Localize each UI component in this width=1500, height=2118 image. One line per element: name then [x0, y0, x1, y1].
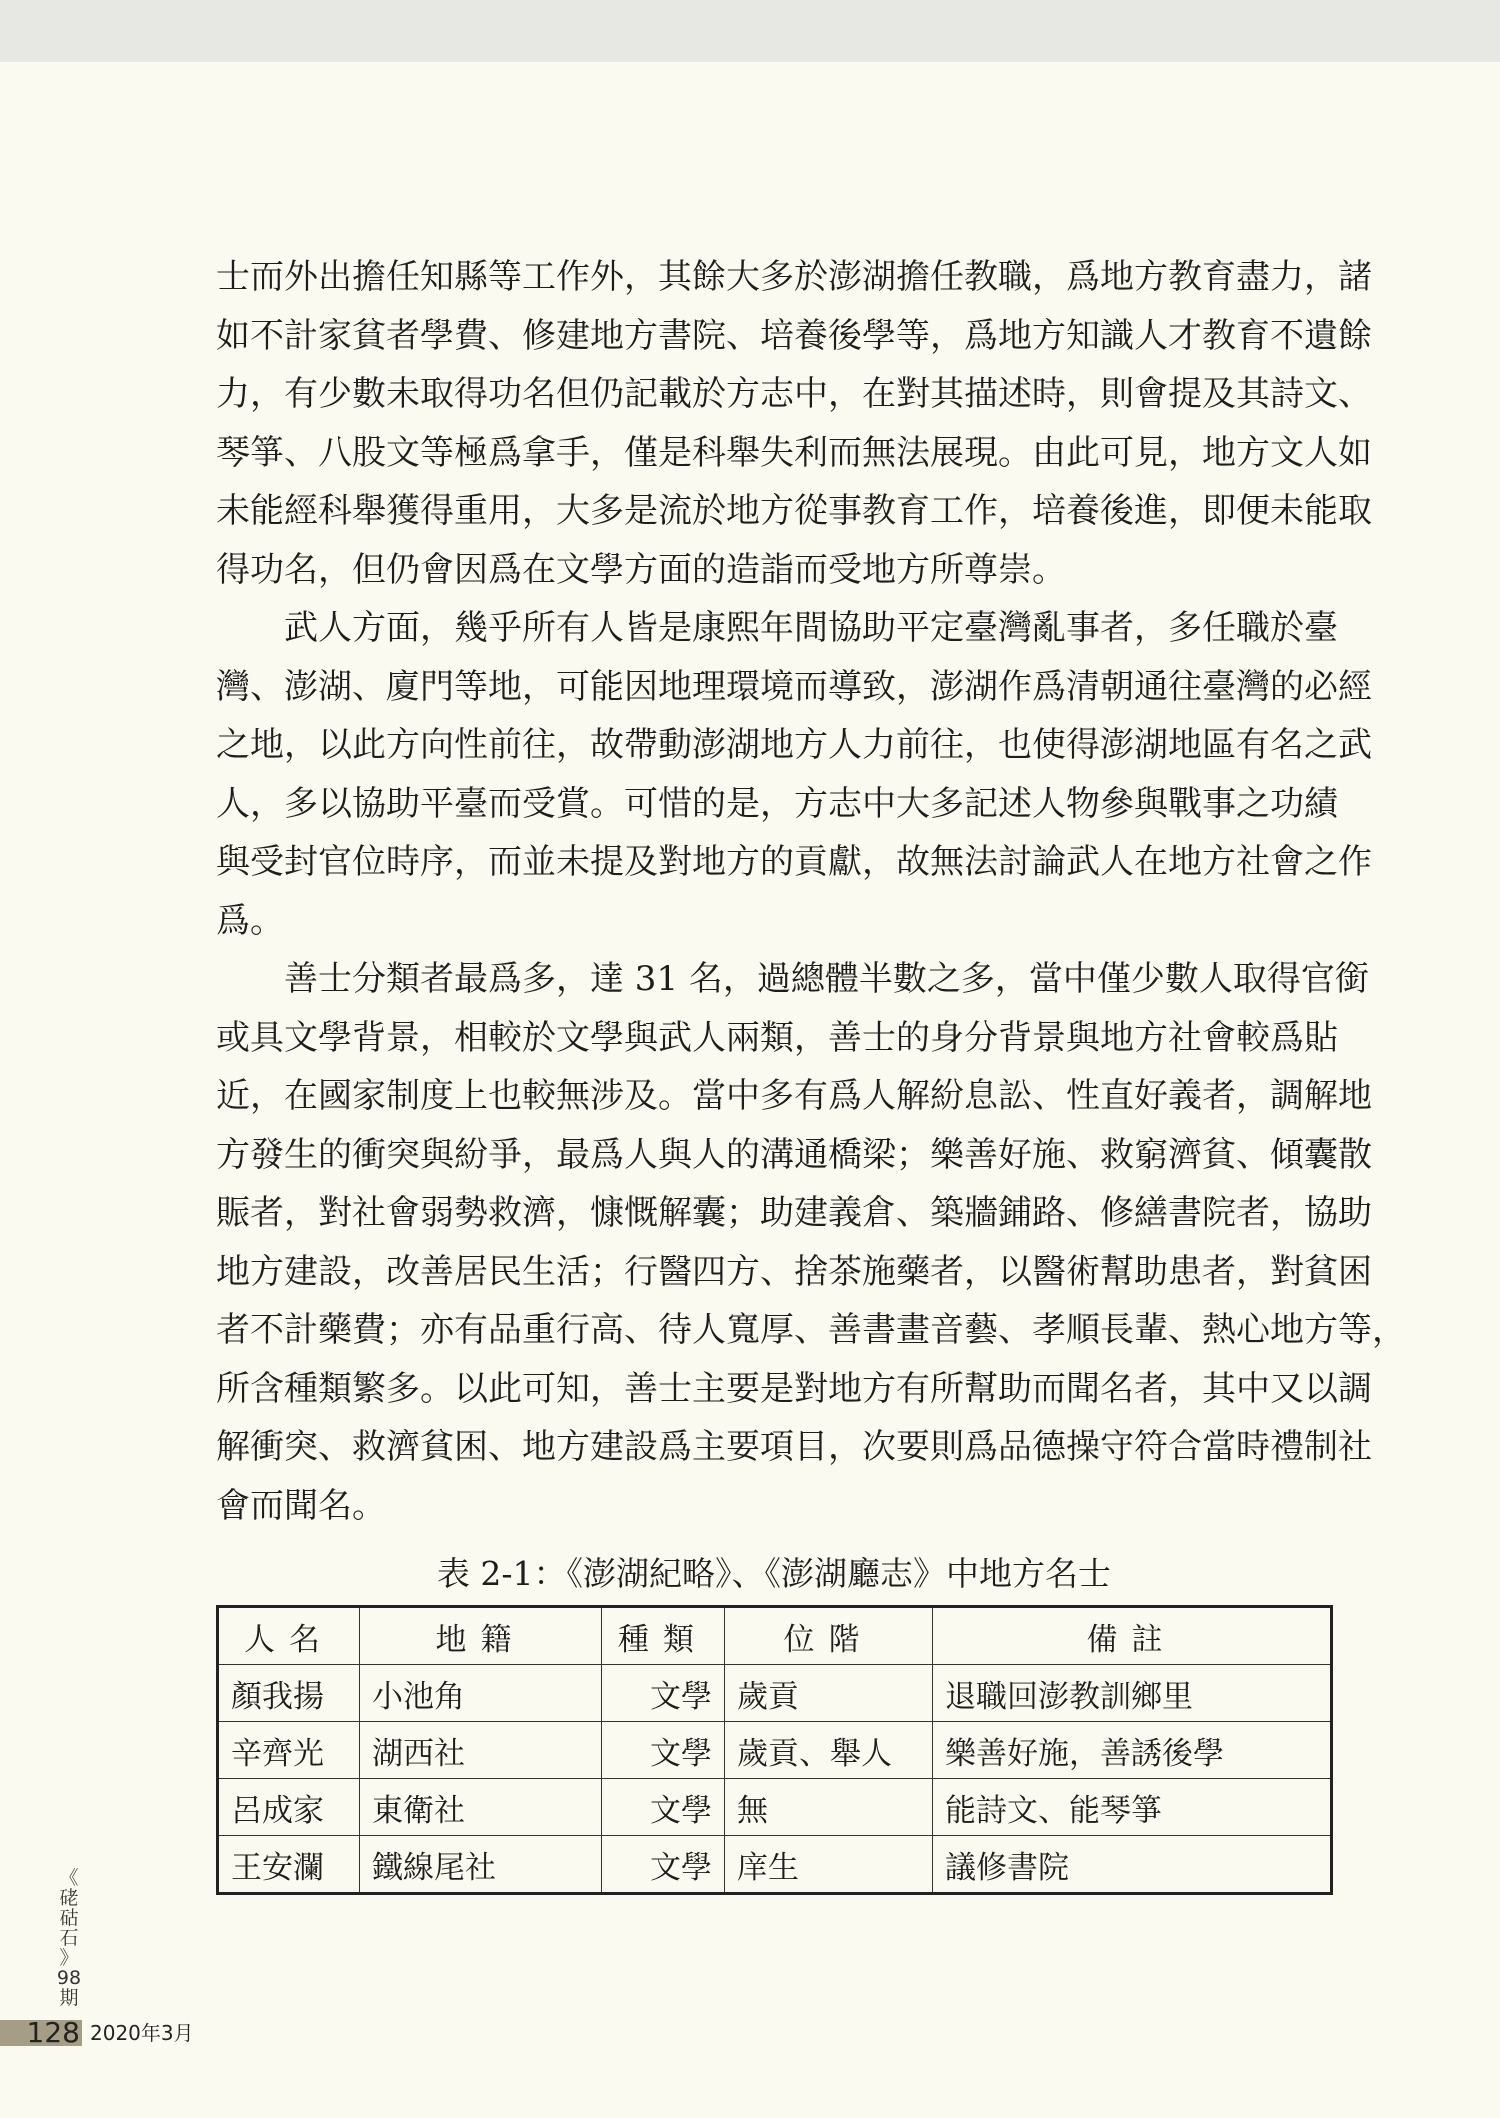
cell-notes: 樂善好施，善誘後學: [933, 1722, 1332, 1779]
cell-category: 文學: [602, 1779, 725, 1836]
header-name: 人名: [218, 1607, 360, 1665]
table-row: [218, 1722, 1332, 1779]
text-line: 者不計藥費；亦有品重行高、待人寬厚、善書畫音藝、孝順長輩、熱心地方等，: [216, 1310, 1406, 1350]
page-number-box: [0, 2016, 82, 2049]
table-header-row: [218, 1607, 1332, 1665]
header-rank: 位階: [725, 1607, 933, 1665]
text-line: 琴箏、八股文等極爲拿手，僅是科舉失利而無法展現。由此可見，地方文人如: [216, 432, 1372, 473]
text-line: 武人方面，幾乎所有人皆是康熙年間協助平定臺灣亂事者，多任職於臺: [284, 608, 1338, 648]
text-line: 地方建設，改善居民生活；行醫四方、捨茶施藥者，以醫術幫助患者，對貧困: [216, 1251, 1372, 1292]
text-line: 所含種類繁多。以此可知，善士主要是對地方有所幫助而聞名者，其中又以調: [216, 1368, 1372, 1409]
page-number: 128: [26, 2016, 80, 2049]
cell-origin: 湖西社: [360, 1722, 602, 1779]
notables-table: [216, 1605, 1333, 1895]
cell-name: 辛齊光: [218, 1722, 360, 1779]
text-line: 爲。: [216, 900, 284, 941]
cell-origin: 鐵線尾社: [360, 1836, 602, 1894]
text-line: 解衝突、救濟貧困、地方建設爲主要項目，次要則爲品德操守符合當時禮制社: [216, 1427, 1372, 1467]
cell-name: 王安瀾: [218, 1836, 360, 1894]
text-line: 未能經科舉獲得重用，大多是流於地方從事教育工作，培養後進，即便未能取: [216, 491, 1372, 531]
text-line: 會而聞名。: [216, 1485, 386, 1526]
table-caption: 表 2-1：《澎湖紀略》、《澎湖廳志》中地方名士: [436, 1554, 1112, 1593]
text-line: 灣、澎湖、廈門等地，可能因地理環境而導致，澎湖作爲清朝通往臺灣的必經: [216, 666, 1372, 707]
journal-title-vertical: 《 硓 𥑮 石 》 98 期: [56, 1867, 82, 2009]
cell-notes: 退職回澎教訓鄉里: [933, 1665, 1332, 1722]
paragraph-1: [216, 248, 1372, 599]
cell-rank: 無: [725, 1779, 933, 1836]
text-line: 得功名，但仍會因爲在文學方面的造詣而受地方所尊崇。: [216, 549, 1066, 590]
cell-rank: 庠生: [725, 1836, 933, 1894]
paragraph-2: [216, 599, 1372, 950]
article-body: [216, 248, 1406, 1535]
cell-origin: 東衛社: [360, 1779, 602, 1836]
table-row: [218, 1779, 1332, 1836]
text-line: 近，在國家制度上也較無涉及。當中多有爲人解紛息訟、性直好義者，調解地: [216, 1076, 1372, 1116]
paragraph-3: [216, 950, 1406, 1535]
text-line: 力，有少數未取得功名但仍記載於方志中，在對其描述時，則會提及其詩文、: [216, 374, 1372, 414]
cell-category: 文學: [602, 1722, 725, 1779]
cell-rank: 歲貢: [725, 1665, 933, 1722]
cell-category: 文學: [602, 1836, 725, 1894]
text-line: 賑者，對社會弱勢救濟，慷慨解囊；助建義倉、築牆鋪路、修繕書院者，協助: [216, 1193, 1372, 1233]
text-line: 或具文學背景，相較於文學與武人兩類，善士的身分背景與地方社會較爲貼: [216, 1017, 1338, 1058]
scan-top-margin: [0, 0, 1500, 62]
text-line: 士而外出擔任知縣等工作外，其餘大多於澎湖擔任教職，爲地方教育盡力，諸: [216, 257, 1372, 297]
table-row: [218, 1836, 1332, 1894]
text-line: 善士分類者最爲多，達 31 名，過總體半數之多，當中僅少數人取得官銜: [284, 959, 1369, 999]
issue-date: 2020年3月: [90, 2021, 194, 2045]
text-line: 方發生的衝突與紛爭，最爲人與人的溝通橋梁；樂善好施、救窮濟貧、傾囊散: [216, 1134, 1372, 1175]
cell-notes: 能詩文、能琴箏: [933, 1779, 1332, 1836]
header-category: 種類: [602, 1607, 725, 1665]
cell-name: 呂成家: [218, 1779, 360, 1836]
cell-origin: 小池角: [360, 1665, 602, 1722]
table-row: [218, 1665, 1332, 1722]
text-line: 人，多以協助平臺而受賞。可惜的是，方志中大多記述人物參與戰事之功績: [216, 783, 1338, 824]
cell-notes: 議修書院: [933, 1836, 1332, 1894]
text-line: 如不計家貧者學費、修建地方書院、培養後學等，爲地方知識人才教育不遺餘: [216, 315, 1372, 356]
cell-rank: 歲貢、舉人: [725, 1722, 933, 1779]
header-notes: 備註: [933, 1607, 1332, 1665]
cell-name: 顏我揚: [218, 1665, 360, 1722]
header-origin: 地籍: [360, 1607, 602, 1665]
cell-category: 文學: [602, 1665, 725, 1722]
text-line: 與受封官位時序，而並未提及對地方的貢獻，故無法討論武人在地方社會之作: [216, 842, 1372, 882]
text-line: 之地，以此方向性前往，故帶動澎湖地方人力前往，也使得澎湖地區有名之武: [216, 725, 1372, 765]
